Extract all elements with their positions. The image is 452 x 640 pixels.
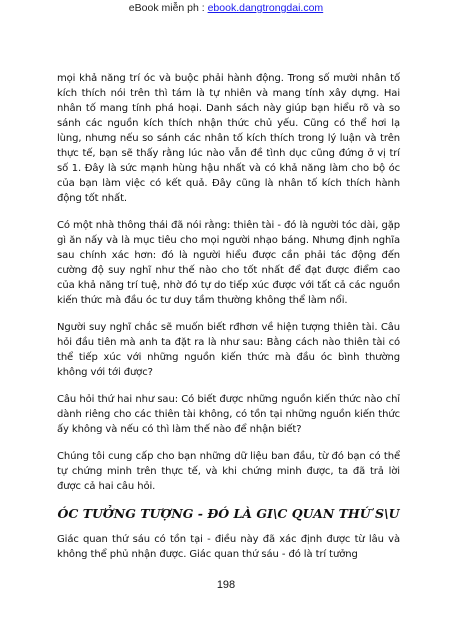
body-paragraph-1: mọi khả năng trí óc và buộc phải hành động. Trong số mười nhân tố kích thích nói trên thì tám là tự nhiên và mang tính xây dựng. Hai nhân tố mang tính phá hoại. Danh sách này giúp bạn hiểu rõ và so sánh các nguồn kích thích nhận thức chủ yếu. Cũng có thể hơi lạ lùng, nhưng nếu so sánh các nhân tố kích thích trong lý luận và trên thực tế, bạn sẽ thấy rằng lúc nào vẫn đề tình dục cũng đứng ở vị trí số 1. Đây là sức mạnh hùng hậu nhất và có khả năng làm cho bộ óc của bạn làm việc có kết quả. Đây cũng là nhân tố kích thích hành động tốt nhất. [57,73,400,204]
body-paragraph-4: Câu hỏi thứ hai như sau: Có biết được những nguồn kiến thức nào chỉ dành riêng cho các thiên tài không, có tồn tại những nguồn kiến thức ấy không và nếu có thì làm thế nào để nhận biết? [57,394,400,435]
section-heading: ÓC TƯỞNG TƯỢNG - ĐÓ LÀ GI\C QUAN THỨ S\U [57,506,400,521]
body-paragraph-3: Người suy nghĩ chắc sẽ muốn biết rđhơn về hiện tượng thiên tài. Câu hỏi đầu tiên mà anh ta đặt ra là như sau: Bằng cách nào thiên tài có thể tiếp xúc với những nguồn kiến thức mà đầu óc bình thường không với tới được? [57,322,400,378]
page-body [57,71,400,574]
body-paragraph-2: Có một nhà thông thái đã nói rằng: thiên tài - đó là người tóc dài, gặp gì ăn nấy và là mục tiêu cho mọi người nhạo báng. Nhưng định nghĩa sau chính xác hơn: đó là người hiểu được cần phải tác động đến cường độ suy nghĩ như thế nào cho tốt nhất để đạt được điểm cao của khả năng trí tuệ, nhờ đó tự do tiếp xúc được với tất cả các nguồn kiến thức mà đầu óc tư duy tầm thường không thể làm nổi. [57,220,400,306]
body-paragraph-5: Chúng tôi cung cấp cho bạn những dữ liệu ban đầu, từ đó bạn có thể tự chứng minh trên thực tế, và khi chứng minh được, ta đã trả lời được cả hai câu hỏi. [57,451,400,492]
header-prefix: eBook miễn ph : [128,2,208,14]
page-number: 198 [216,579,236,591]
page-header [0,2,452,14]
ebook-site-link[interactable]: ebook.dangtrongdai.com [207,2,324,14]
body-paragraph-6: Giác quan thứ sáu có tồn tại - điều này đã xác định được từ lâu và không thể phủ nhận được. Giác quan thứ sáu - đó là trí tưởng [57,534,400,560]
